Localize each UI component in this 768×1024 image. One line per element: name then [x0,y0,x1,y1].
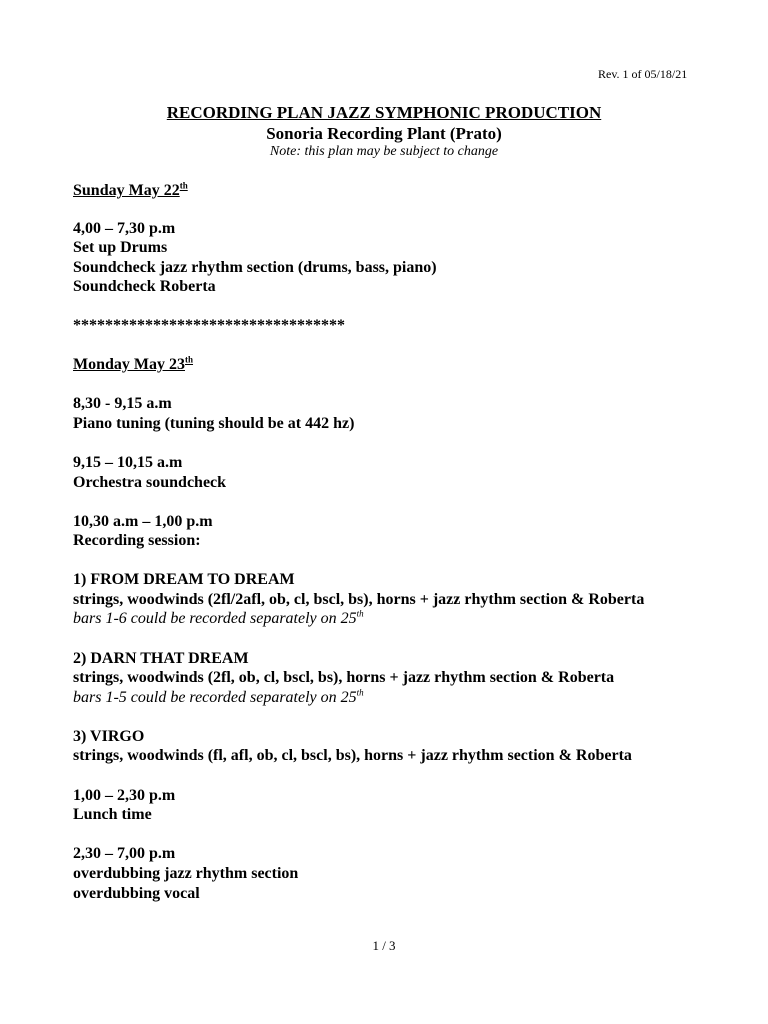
song-note-text: bars 1-6 could be recorded separately on 25 [73,610,357,627]
slot-description: Recording session: [73,532,201,549]
separator: ********************************** [73,317,345,334]
page-number: 1 / 3 [372,938,396,953]
slot-time: 2,30 – 7,00 p.m [73,845,176,862]
sunday-time: 4,00 – 7,30 p.m [73,220,176,237]
song-title: 3) VIRGO [73,728,145,745]
document-subtitle: Sonoria Recording Plant (Prato) [266,124,502,143]
song-note-sup: th [356,608,364,619]
sunday-item: Set up Drums [73,239,168,256]
slot-description: overdubbing jazz rhythm section [73,865,299,882]
document-title: RECORDING PLAN JAZZ SYMPHONIC PRODUCTION [166,103,602,122]
song-title: 1) FROM DREAM TO DREAM [73,571,295,588]
monday-heading-text: Monday May 23 [73,356,185,373]
slot-description: overdubbing vocal [73,885,200,902]
slot-description: Piano tuning (tuning should be at 442 hz) [73,415,355,432]
song-instruments: strings, woodwinds (fl, afl, ob, cl, bscl, bs), horns + jazz rhythm section & Roberta [73,747,632,764]
slot-description: Lunch time [73,806,152,823]
slot-time: 10,30 a.m – 1,00 p.m [73,513,213,530]
slot-time: 9,15 – 10,15 a.m [73,454,183,471]
song-note [73,688,364,707]
song-title: 2) DARN THAT DREAM [73,650,249,667]
monday-heading-sup: th [185,354,194,365]
sunday-heading [73,181,188,200]
monday-heading [73,355,193,374]
song-note-sup: th [356,687,364,698]
sunday-heading-text: Sunday May 22 [73,182,180,199]
sunday-item: Soundcheck jazz rhythm section (drums, bass, piano) [73,259,437,276]
sunday-heading-sup: th [179,180,188,191]
song-instruments: strings, woodwinds (2fl/2afl, ob, cl, bscl, bs), horns + jazz rhythm section & Roberta [73,591,645,608]
slot-time: 1,00 – 2,30 p.m [73,787,176,804]
song-instruments: strings, woodwinds (2fl, ob, cl, bscl, bs), horns + jazz rhythm section & Roberta [73,669,615,686]
change-note: Note: this plan may be subject to change [269,144,499,159]
slot-description: Orchestra soundcheck [73,474,227,491]
revision-label: Rev. 1 of 05/18/21 [598,67,688,81]
sunday-item: Soundcheck Roberta [73,278,216,295]
slot-time: 8,30 - 9,15 a.m [73,395,172,412]
song-note-text: bars 1-5 could be recorded separately on 25 [73,689,357,706]
song-note [73,609,364,628]
